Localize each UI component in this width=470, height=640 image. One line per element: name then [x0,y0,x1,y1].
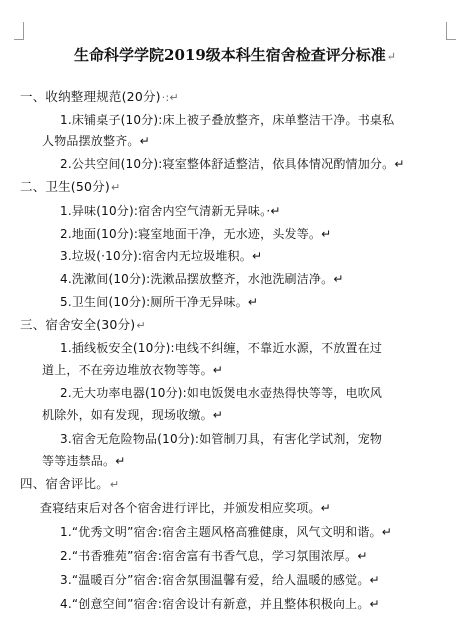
section-heading [20,89,179,106]
item-line: 等等违禁品。↵ [42,454,126,468]
paragraph-mark: ↵ [386,50,396,63]
section-heading-text: 三、宿舍安全(30分) [20,317,136,332]
item-line: 人物品摆放整齐。↵ [42,134,150,148]
paragraph-mark: ↵ [110,181,121,194]
crop-mark-top-left [14,22,24,40]
paragraph-mark: ↵ [136,319,146,332]
intro-line: 查寝结束后对各个宿舍进行评比，并颁发相应奖项。↵ [40,501,331,515]
item-line: 3.宿舍无危险物品(10分):如管制刀具，有害化学试剂，宠物 [60,432,383,446]
item-line: 1.床铺桌子(10分):床上被子叠放整齐，床单整洁干净。书桌私 [60,113,395,127]
item-line: 机除外，如有发现，现场收缴。↵ [42,408,224,422]
item-line: 3.垃圾(·10分):宿舍内无垃圾堆积。↵ [60,249,263,263]
document-title-text: 生命科学学院2019级本科生宿舍检查评分标准 [74,46,386,64]
item-line: 1.“优秀文明”宿舍:宿舍主题风格高雅健康，风气文明和谐。↵ [60,525,392,539]
section-heading-text: 二、卫生(50分) [20,179,110,194]
section-heading [20,317,146,334]
item-line: 4.洗漱间(10分):洗漱品摆放整齐，水池洗刷洁净。↵ [60,272,344,286]
crop-mark-top-right [446,22,456,40]
item-line: 2.地面(10分):寝室地面干净，无水迹，头发等。↵ [60,227,332,241]
item-line: 1.异味(10分):宿舍内空气清新无异味。·↵ [60,204,281,218]
paragraph-mark: ↵ [109,478,120,491]
section-heading [20,476,119,493]
document-title [0,44,470,65]
section-heading-text: 四、宿舍评比。 [20,476,109,491]
section-heading-text: 一、收纳整理规范(20分) [20,89,161,104]
item-line: 2.无大功率电器(10分):如电饭煲电水壶热得快等等，电吹风 [60,386,383,400]
section-heading [20,179,120,196]
item-line: 2.“书香雅苑”宿舍:宿舍富有书香气息，学习氛围浓厚。↵ [60,549,368,563]
item-line: 2.公共空间(10分):寝室整体舒适整洁，依具体情况酌情加分。↵ [60,157,405,171]
item-line: 3.“温暖百分”宿舍:宿舍氛围温馨有爱，给人温暖的感觉。↵ [60,573,380,587]
item-line: 5.卫生间(10分):厕所干净无异味。↵ [60,295,259,309]
paragraph-mark: ·:↵ [161,91,179,104]
item-line: 道上，不在旁边堆放衣物等等。↵ [42,363,224,377]
item-line: 4.“创意空间”宿舍:宿舍设计有新意，并且整体积极向上。↵ [60,597,380,611]
item-line: 1.插线板安全(10分):电线不纠缠，不靠近水源，不放置在过 [60,341,383,355]
